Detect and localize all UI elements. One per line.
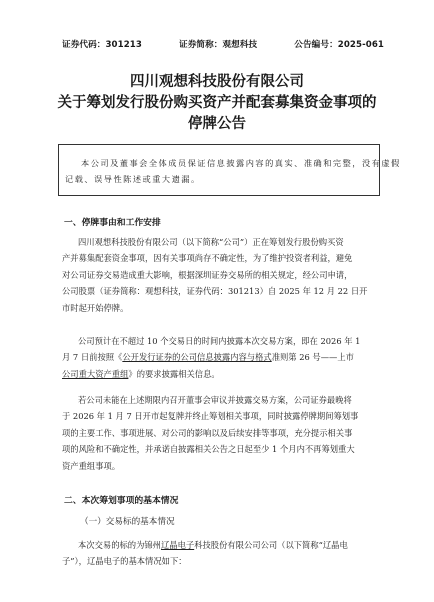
paragraph-line: 项的风险和不确定性，并承诺自披露相关公告之日起至少 1 个月内不再筹划重大 xyxy=(62,444,355,455)
linked-company-name[interactable]: 辽晶电子 xyxy=(160,540,195,550)
text-run: 本次交易的标的为锦州 xyxy=(78,540,161,550)
paragraph-resumption-terms xyxy=(62,392,384,474)
linked-regulation-title[interactable]: 公开发行证券的公司信息披露内容与格式 xyxy=(122,352,272,363)
paragraph-line: 公司预计在不超过 10 个交易日的时间内披露本次交易方案，即在 2026 年 1 xyxy=(78,336,361,346)
subsection-title-target: （一）交易标的基本情况 xyxy=(80,517,175,527)
stock-short-name: 证券简称：观想科技 xyxy=(179,40,258,50)
stock-code: 证券代码：301213 xyxy=(62,40,142,50)
text-run: 准则第 26 号——上市 xyxy=(271,352,354,363)
notice-line: 记载、误导性陈述或重大遗漏。 xyxy=(65,174,201,184)
paragraph-line xyxy=(62,349,384,365)
paragraph-line: 若公司未能在上述期限内召开董事会审议并披露交易方案，公司证券最晚将 xyxy=(78,395,352,405)
paragraph-line: 公司股票（证券简称：观想科技，证券代码：301213）自 2025 年 12 月 22 日开 xyxy=(62,286,368,297)
paragraph-line: 四川观想科技股份有限公司（以下简称“公司”）正在筹划发行股份购买资 xyxy=(78,237,344,247)
text-run: 月 7 日前按照《 xyxy=(62,352,123,363)
text-run: 科技股份有限公司公司（以下简称“辽晶电 xyxy=(194,540,348,550)
section-title-suspension: 一、停牌事由和工作安排 xyxy=(64,218,161,228)
notice-line: 本公司及董事会全体成员保证信息披露内容的真实、准确和完整，没有虚假 xyxy=(81,158,401,168)
linked-regulation-title[interactable]: 公司重大资产重组 xyxy=(62,368,129,379)
paragraph-line: 对公司证券交易造成重大影响，根据深圳证券交易所的相关规定，经公司申请， xyxy=(62,269,353,280)
paragraph-line: 产并募集配套资金事项，因有关事项尚存不确定性，为了维护投资者利益，避免 xyxy=(62,253,353,264)
paragraph-line: 资产重组事项。 xyxy=(62,460,121,471)
text-run: 》的要求披露相关信息。 xyxy=(128,368,220,379)
announcement-number: 公告编号：2025-061 xyxy=(294,40,384,50)
title-kind: 停牌公告 xyxy=(188,116,246,132)
paragraph-line: 市时起开始停牌。 xyxy=(62,302,129,313)
section-title-transaction: 二、本次筹划事项的基本情况 xyxy=(64,496,179,506)
document-title xyxy=(0,72,434,134)
paragraph-suspension-reason xyxy=(62,234,384,316)
board-guarantee-notice xyxy=(58,144,401,196)
paragraph-line xyxy=(62,537,384,553)
company-name: 四川观想科技股份有限公司 xyxy=(130,74,304,90)
paragraph-line: 项的主要工作、事项进展、对公司的影响以及后续安排等事项，充分提示相关事 xyxy=(62,427,353,438)
paragraph-line: 于 2026 年 1 月 7 日开市起复牌并终止筹划相关事项，同时披露停牌期间筹划事 xyxy=(62,411,359,422)
paragraph-line xyxy=(62,366,384,382)
paragraph-target-intro xyxy=(62,537,384,570)
title-subject: 关于筹划发行股份购买资产并配套募集资金事项的 xyxy=(57,95,377,111)
paragraph-line: 子”），辽晶电子的基本情况如下： xyxy=(62,556,187,567)
paragraph-disclosure-plan xyxy=(62,333,384,382)
announcement-header xyxy=(62,38,384,50)
